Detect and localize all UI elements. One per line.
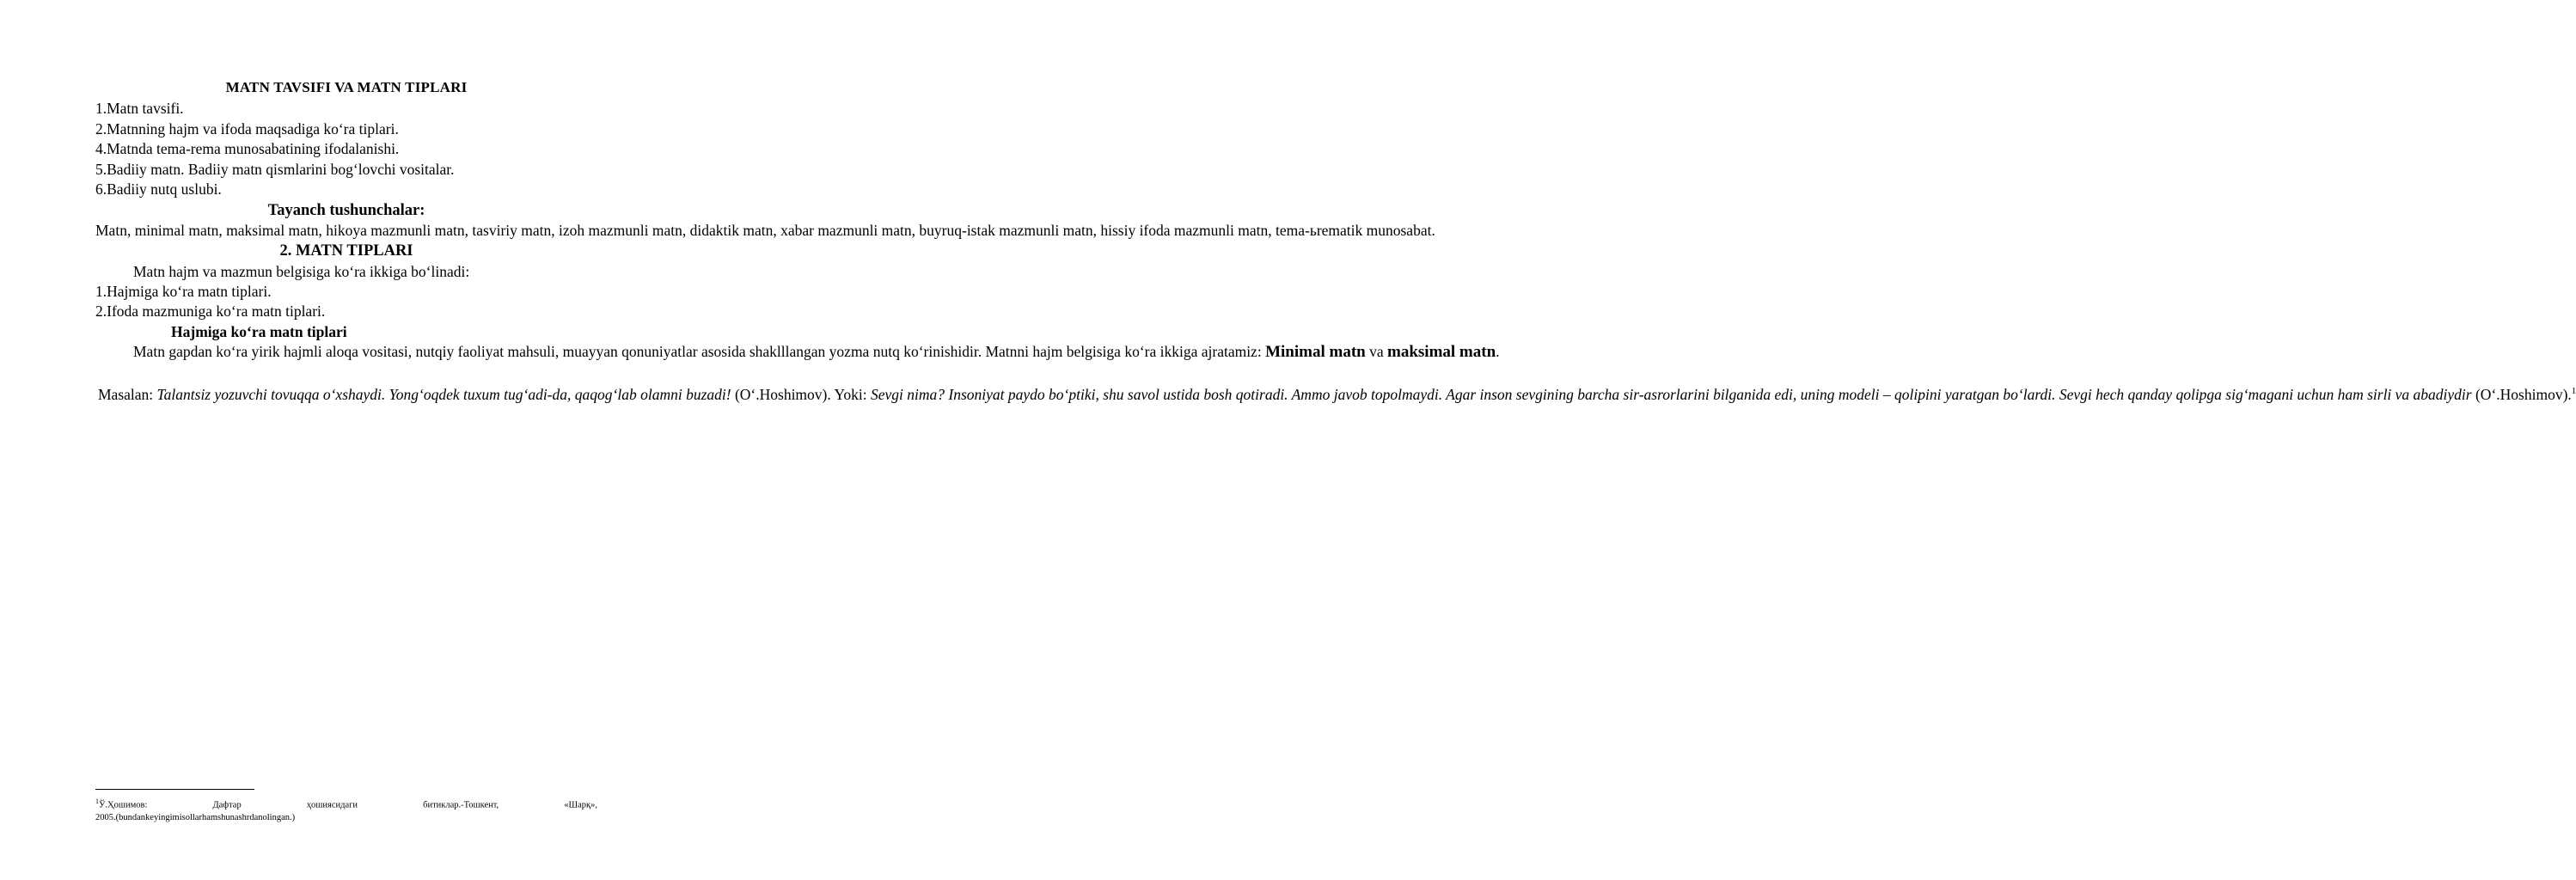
subsection-paragraph xyxy=(95,342,1500,362)
example-paragraph xyxy=(95,382,2576,405)
toc-item: 2.Matnning hajm va ifoda maqsadiga ko‘ra tiplari. xyxy=(95,119,399,138)
footnote-line-2: 2005.(bundankeyingimisollarhamshunashrdanolingan.) xyxy=(95,812,296,822)
footnote-line-1: $^1$Ў.Ҳошимов: Дафтар ҳошиясидаги битиклар.-Тошкент, «Шарқ», xyxy=(95,798,597,810)
paragraph-text: Matn gapdan ko‘ra yirik hajmli aloqa vositasi, nutqiy faoliyat mahsuli, muayyan qonuniyatlar asosida shaklllangan yozma nutq ko‘rinishidir. Matnni hajm belgisiga ko‘ra ikkiga ajratamiz: xyxy=(133,343,1262,361)
contents-list xyxy=(95,99,2576,405)
page-title: MATN TAVSIFI VA MATN TIPLARI xyxy=(225,79,468,95)
footnote xyxy=(95,796,597,824)
toc-item: 1.Matn tavsifi. xyxy=(95,100,184,117)
footnote-divider xyxy=(95,789,254,790)
period: . xyxy=(1496,343,1500,361)
section-item: 2.Ifoda mazmuniga ko‘ra matn tiplari. xyxy=(95,302,326,321)
footnote-mark: 1 xyxy=(95,798,99,805)
subsection-heading: Hajmiga ko‘ra matn tiplari xyxy=(171,322,347,340)
toc-item: 6.Badiiy nutq uslubi. xyxy=(95,180,222,198)
section-heading: 2. MATN TIPLARI xyxy=(279,242,413,260)
keywords-heading: Tayanch tushunchalar: xyxy=(267,201,425,219)
section-intro: Matn hajm va mazmun belgisiga ko‘ra ikkiga bo‘linadi: xyxy=(133,262,470,280)
conjunction: va xyxy=(1369,343,1384,361)
example-source-2: (O‘.Hoshimov). xyxy=(2475,385,2572,403)
example-quote-2: Sevgi nima? Insoniyat paydo bo‘ptiki, shu savol ustida bosh qotiradi. Ammo javob topolmaydi. Agar inson sevgining barcha sir-asrorlarini bilganida edi, uning modeli – qolipini yaratgan bo‘lardi. Sevgi hech qanday qolipga sig‘magani uchun ham sirli va abadiydir xyxy=(870,385,2472,403)
toc-item: 4.Matnda tema-rema munosabatining ifodalanishi. xyxy=(95,140,400,157)
example-source-1: (O‘.Hoshimov). Yoki: xyxy=(734,385,867,403)
example-label: Masalan: xyxy=(98,385,154,403)
toc-item: 5.Badiiy matn. Badiiy matn qismlarini bog‘lovchi vositalar. xyxy=(95,160,455,178)
section-item: 1.Hajmiga ko‘ra matn tiplari. xyxy=(95,282,272,300)
term-maximal: maksimal matn xyxy=(1387,343,1496,362)
footnote-reference: 1 xyxy=(2571,385,2576,396)
term-minimal: Minimal matn xyxy=(1265,343,1366,362)
example-quote-1: Talantsiz yozuvchi tovuqqa o‘xshaydi. Yong‘oqdek tuxum tug‘adi-da, qaqog‘lab olamni buzadi! xyxy=(156,385,731,403)
keywords-paragraph: Matn, minimal matn, maksimal matn, hikoya mazmunli matn, tasviriy matn, izoh mazmunli matn, didaktik matn, xabar mazmunli matn, buyruq-istak mazmunli matn, hissiy ifoda mazmunli matn, tema-ьrematik munosabat. xyxy=(95,222,1435,239)
